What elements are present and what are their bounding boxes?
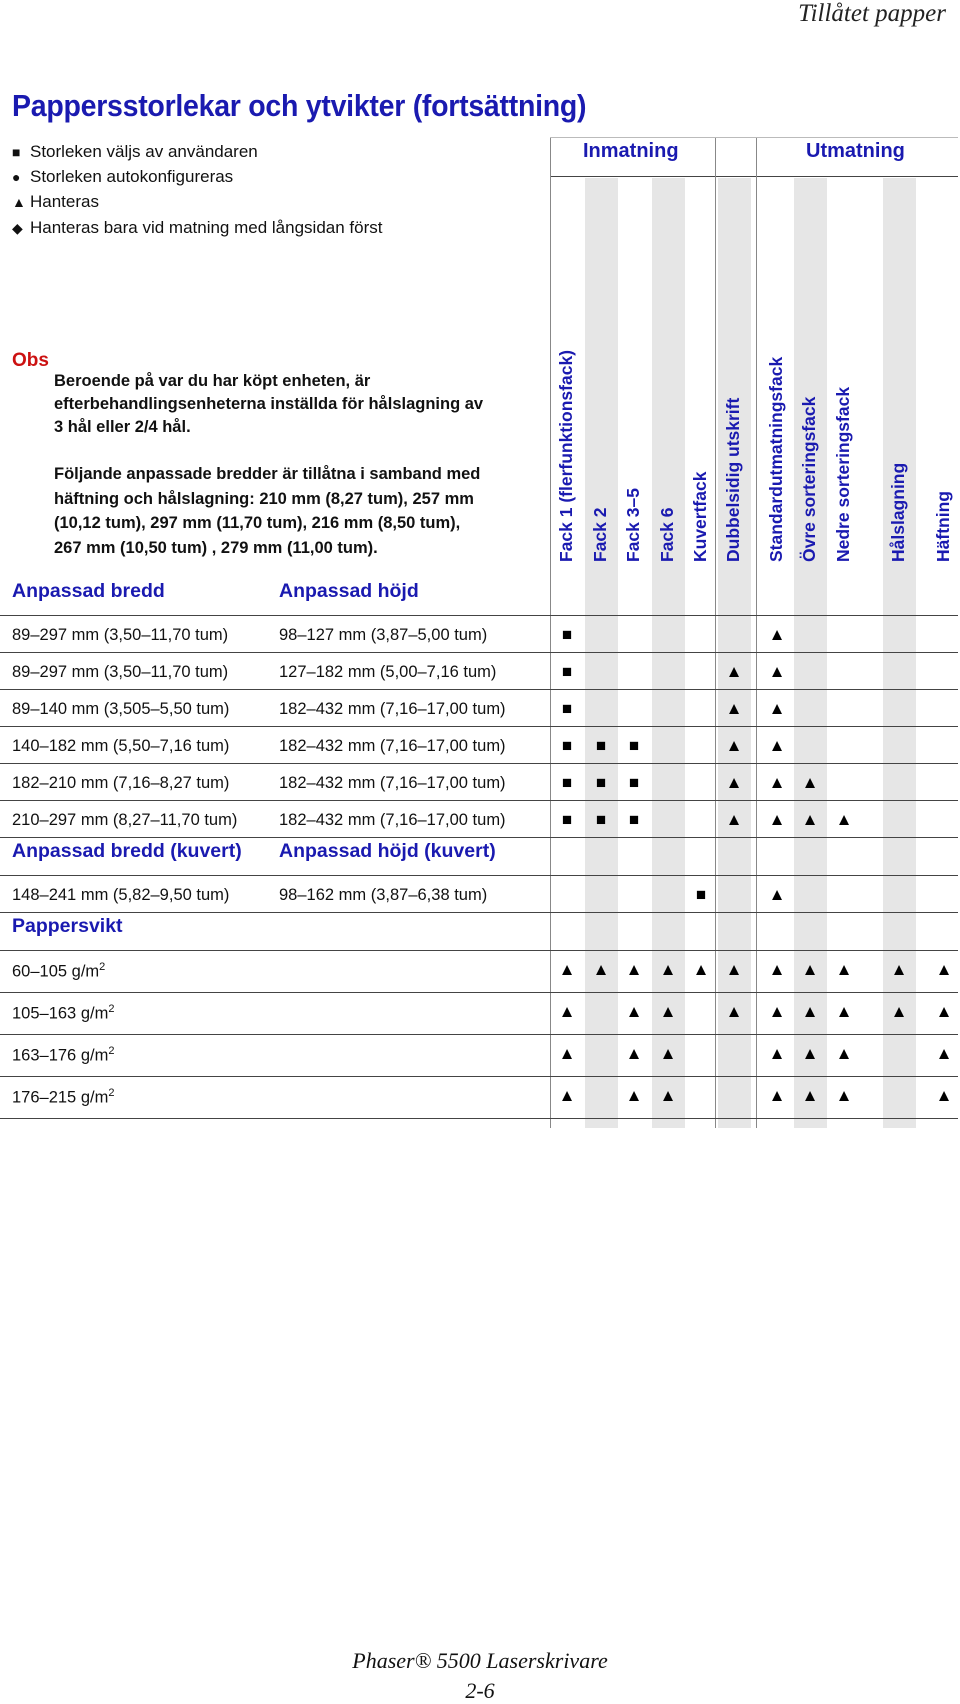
row-divider bbox=[0, 615, 958, 616]
square-icon: ■ bbox=[595, 773, 607, 792]
shaded-column bbox=[652, 178, 685, 1128]
row-divider bbox=[0, 1118, 958, 1119]
section-heading: Anpassad bredd (kuvert) bbox=[12, 840, 242, 862]
row-divider bbox=[0, 837, 958, 838]
cell-text: 182–432 mm (7,16–17,00 tum) bbox=[279, 811, 506, 829]
cell-text: 210–297 mm (8,27–11,70 tum) bbox=[12, 811, 238, 829]
triangle-icon: ▲ bbox=[725, 662, 743, 681]
square-icon: ■ bbox=[561, 625, 573, 644]
legend-item bbox=[12, 142, 258, 162]
square-icon: ■ bbox=[12, 144, 21, 160]
column-header: Häftning bbox=[933, 491, 953, 562]
row-divider bbox=[0, 992, 958, 993]
column-header: Nedre sorteringsfack bbox=[833, 386, 853, 562]
column-header: Övre sorteringsfack bbox=[799, 396, 819, 562]
row-divider bbox=[0, 1076, 958, 1077]
triangle-icon: ▲ bbox=[659, 1044, 677, 1063]
note-line: 3 hål eller 2/4 hål. bbox=[54, 418, 191, 436]
column-header: Hålslagning bbox=[888, 462, 908, 562]
triangle-icon: ▲ bbox=[592, 960, 610, 979]
divider bbox=[550, 138, 551, 1128]
superscript: 2 bbox=[108, 1045, 115, 1057]
page-title: Pappersstorlekar och ytvikter (fortsättning) bbox=[12, 88, 587, 123]
row-divider bbox=[0, 875, 958, 876]
legend-label: Storleken väljs av användaren bbox=[30, 142, 258, 161]
cell-text: 182–432 mm (7,16–17,00 tum) bbox=[279, 774, 506, 792]
note-line: 267 mm (10,50 tum) , 279 mm (11,00 tum). bbox=[54, 538, 378, 557]
cell-text: 163–176 $g/m^2$ bbox=[12, 1045, 115, 1065]
cell-text: 105–163 $g/m^2$ bbox=[12, 1003, 115, 1023]
row-divider bbox=[0, 1034, 958, 1035]
triangle-icon: ▲ bbox=[768, 662, 786, 681]
superscript: 2 bbox=[108, 1087, 115, 1099]
row-divider bbox=[0, 689, 958, 690]
triangle-icon: ▲ bbox=[725, 736, 743, 755]
triangle-icon: ▲ bbox=[659, 960, 677, 979]
triangle-icon: ▲ bbox=[768, 699, 786, 718]
triangle-icon: ▲ bbox=[835, 1002, 853, 1021]
square-icon: ■ bbox=[628, 773, 640, 792]
triangle-icon: ▲ bbox=[835, 810, 853, 829]
triangle-icon: ▲ bbox=[935, 1044, 953, 1063]
section-heading: Anpassad höjd bbox=[279, 580, 419, 602]
cell-text: 89–140 mm (3,505–5,50 tum) bbox=[12, 700, 230, 718]
cell-text: 182–432 mm (7,16–17,00 tum) bbox=[279, 700, 506, 718]
cell-text: 98–162 mm (3,87–6,38 tum) bbox=[279, 886, 488, 904]
note-line: (10,12 tum), 297 mm (11,70 tum), 216 mm (8,50 tum), bbox=[54, 514, 461, 532]
row-divider bbox=[0, 800, 958, 801]
triangle-icon: ▲ bbox=[801, 1002, 819, 1021]
triangle-icon: ▲ bbox=[558, 1086, 576, 1105]
triangle-icon: ▲ bbox=[768, 625, 786, 644]
row-divider bbox=[0, 950, 958, 951]
triangle-icon: ▲ bbox=[801, 773, 819, 792]
cell-text: 89–297 mm (3,50–11,70 tum) bbox=[12, 663, 229, 681]
triangle-icon: ▲ bbox=[835, 1086, 853, 1105]
shaded-column bbox=[718, 178, 751, 1128]
running-header: Tillåtet papper bbox=[798, 0, 946, 27]
note-line: efterbehandlingsenheterna inställda för hålslagning av bbox=[54, 395, 484, 413]
square-icon: ■ bbox=[561, 810, 573, 829]
triangle-icon: ▲ bbox=[768, 960, 786, 979]
square-icon: ■ bbox=[695, 885, 707, 904]
shaded-column bbox=[585, 178, 618, 1128]
square-icon: ■ bbox=[561, 773, 573, 792]
triangle-icon: ▲ bbox=[725, 773, 743, 792]
column-header: Fack 1 (flerfunktionsfack) bbox=[556, 350, 576, 562]
cell-text: 127–182 mm (5,00–7,16 tum) bbox=[279, 663, 497, 681]
footer-product: Phaser® 5500 Laserskrivare bbox=[352, 1648, 608, 1673]
triangle-icon: ▲ bbox=[12, 194, 26, 210]
square-icon: ■ bbox=[561, 736, 573, 755]
diamond-icon: ◆ bbox=[12, 220, 23, 236]
triangle-icon: ▲ bbox=[835, 1044, 853, 1063]
section-heading: Pappersvikt bbox=[12, 915, 123, 937]
triangle-icon: ▲ bbox=[659, 1002, 677, 1021]
shaded-column bbox=[794, 178, 827, 1128]
note-label: Obs bbox=[12, 350, 49, 371]
cell-text: 60–105 $g/m^2$ bbox=[12, 961, 106, 981]
triangle-icon: ▲ bbox=[768, 736, 786, 755]
triangle-icon: ▲ bbox=[692, 960, 710, 979]
legend-label: Hanteras bbox=[30, 192, 99, 211]
triangle-icon: ▲ bbox=[801, 960, 819, 979]
triangle-icon: ▲ bbox=[558, 1002, 576, 1021]
column-header: Fack 2 bbox=[590, 507, 610, 562]
legend-item bbox=[12, 167, 233, 187]
triangle-icon: ▲ bbox=[625, 1002, 643, 1021]
group-output-heading: Utmatning bbox=[806, 140, 905, 162]
triangle-icon: ▲ bbox=[801, 1086, 819, 1105]
column-header: Dubbelsidig utskrift bbox=[723, 397, 743, 562]
row-divider bbox=[0, 763, 958, 764]
triangle-icon: ▲ bbox=[625, 1044, 643, 1063]
row-divider bbox=[0, 726, 958, 727]
divider bbox=[550, 176, 958, 177]
section-heading: Anpassad bredd bbox=[12, 580, 165, 602]
divider bbox=[756, 138, 757, 1128]
note-line: Beroende på var du har köpt enheten, är bbox=[54, 372, 371, 390]
row-divider bbox=[0, 912, 958, 913]
triangle-icon: ▲ bbox=[625, 960, 643, 979]
triangle-icon: ▲ bbox=[935, 1086, 953, 1105]
group-input-heading: Inmatning bbox=[583, 140, 679, 162]
shaded-column bbox=[883, 178, 916, 1128]
triangle-icon: ▲ bbox=[659, 1086, 677, 1105]
triangle-icon: ▲ bbox=[558, 1044, 576, 1063]
square-icon: ■ bbox=[628, 736, 640, 755]
column-header: Fack 6 bbox=[657, 507, 677, 562]
row-divider bbox=[0, 652, 958, 653]
superscript: 2 bbox=[108, 1003, 115, 1015]
superscript: 2 bbox=[99, 961, 106, 973]
footer-page-number: 2-6 bbox=[465, 1678, 495, 1703]
cell-text: 182–432 mm (7,16–17,00 tum) bbox=[279, 737, 506, 755]
square-icon: ■ bbox=[561, 662, 573, 681]
triangle-icon: ▲ bbox=[725, 1002, 743, 1021]
triangle-icon: ▲ bbox=[625, 1086, 643, 1105]
triangle-icon: ▲ bbox=[725, 699, 743, 718]
legend-label: Storleken autokonfigureras bbox=[30, 167, 234, 186]
triangle-icon: ▲ bbox=[890, 960, 908, 979]
triangle-icon: ▲ bbox=[890, 1002, 908, 1021]
triangle-icon: ▲ bbox=[935, 1002, 953, 1021]
triangle-icon: ▲ bbox=[768, 1086, 786, 1105]
cell-text: 148–241 mm (5,82–9,50 tum) bbox=[12, 886, 230, 904]
column-header: Standardutmatningsfack bbox=[766, 356, 786, 562]
divider bbox=[550, 137, 958, 138]
square-icon: ■ bbox=[561, 699, 573, 718]
legend-item bbox=[12, 218, 382, 238]
triangle-icon: ▲ bbox=[801, 810, 819, 829]
triangle-icon: ▲ bbox=[768, 885, 786, 904]
square-icon: ■ bbox=[628, 810, 640, 829]
section-heading: Anpassad höjd (kuvert) bbox=[279, 840, 496, 862]
circle-icon: ● bbox=[12, 169, 21, 185]
square-icon: ■ bbox=[595, 810, 607, 829]
cell-text: 140–182 mm (5,50–7,16 tum) bbox=[12, 737, 230, 755]
cell-text: 182–210 mm (7,16–8,27 tum) bbox=[12, 774, 230, 792]
cell-text: 98–127 mm (3,87–5,00 tum) bbox=[279, 626, 488, 644]
triangle-icon: ▲ bbox=[768, 773, 786, 792]
triangle-icon: ▲ bbox=[768, 1002, 786, 1021]
triangle-icon: ▲ bbox=[558, 960, 576, 979]
triangle-icon: ▲ bbox=[835, 960, 853, 979]
note-line: Följande anpassade bredder är tillåtna i samband med bbox=[54, 465, 481, 483]
triangle-icon: ▲ bbox=[801, 1044, 819, 1063]
triangle-icon: ▲ bbox=[725, 960, 743, 979]
triangle-icon: ▲ bbox=[768, 1044, 786, 1063]
triangle-icon: ▲ bbox=[935, 960, 953, 979]
divider bbox=[715, 138, 716, 1128]
cell-text: 176–215 $g/m^2$ bbox=[12, 1087, 115, 1107]
column-header: Kuvertfack bbox=[690, 471, 710, 562]
triangle-icon: ▲ bbox=[768, 810, 786, 829]
triangle-icon: ▲ bbox=[725, 810, 743, 829]
note-line: häftning och hålslagning: 210 mm (8,27 tum), 257 mm bbox=[54, 489, 474, 508]
legend-label: Hanteras bara vid matning med långsidan först bbox=[30, 218, 383, 237]
legend-item bbox=[12, 192, 99, 212]
square-icon: ■ bbox=[595, 736, 607, 755]
cell-text: 89–297 mm (3,50–11,70 tum) bbox=[12, 626, 229, 644]
column-header: Fack 3–5 bbox=[623, 488, 643, 562]
